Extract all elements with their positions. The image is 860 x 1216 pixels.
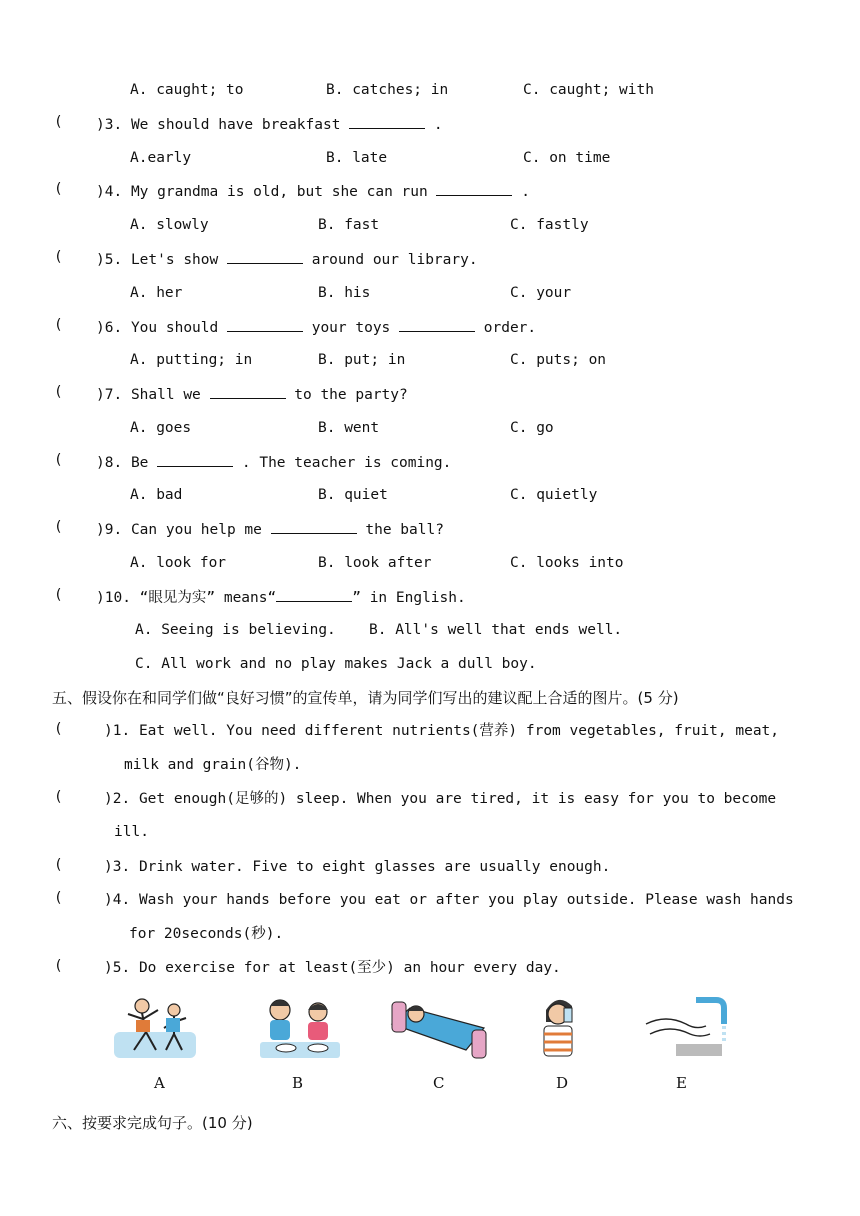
answer-blank[interactable] (227, 249, 303, 264)
q3-option-a: A.early (130, 150, 192, 166)
boy-sleeping-in-bed-icon (386, 994, 490, 1062)
picture-label-e: E (676, 1074, 687, 1092)
q9-option-a: A. look for (130, 555, 227, 571)
s5-item5: )5. Do exercise for at least(至少) an hour every day. (104, 960, 561, 976)
s5-item1-cont: milk and grain(谷物). (124, 757, 302, 773)
s5-item4-cont: for 20seconds(秒). (129, 926, 284, 942)
q3-option-b: B. late (326, 150, 388, 166)
s5-item5-paren: ( (54, 958, 63, 974)
q9-paren: ( (54, 519, 63, 535)
picture-label-b: B (292, 1074, 304, 1092)
q6-paren: ( (54, 317, 63, 333)
answer-blank[interactable] (157, 452, 233, 467)
q2-option-b: B. catches; in (326, 82, 449, 98)
q3-stem: )3. We should have breakfast . (96, 114, 443, 135)
q3-option-c: C. on time (523, 150, 611, 166)
q6-stem: )6. You should your toys order. (96, 317, 536, 338)
q5-option-a: A. her (130, 285, 183, 301)
girl-drinking-water-icon (532, 992, 588, 1062)
q6-option-a: A. putting; in (130, 352, 253, 368)
q4-paren: ( (54, 181, 63, 197)
q4-stem: )4. My grandma is old, but she can run . (96, 181, 530, 202)
q9-option-c: C. looks into (510, 555, 624, 571)
s5-item1-paren: ( (54, 721, 63, 737)
q7-option-c: C. go (510, 420, 554, 436)
answer-blank[interactable] (436, 181, 512, 196)
q10-option-b: B. All's well that ends well. (369, 622, 623, 638)
section6-heading: 六、按要求完成句子。(10 分) (52, 1114, 253, 1132)
q5-paren: ( (54, 249, 63, 265)
q8-option-b: B. quiet (318, 487, 388, 503)
q7-stem: )7. Shall we to the party? (96, 384, 408, 405)
q5-option-b: B. his (318, 285, 371, 301)
q4-option-b: B. fast (318, 217, 380, 233)
s5-item2-paren: ( (54, 789, 63, 805)
q3-paren: ( (54, 114, 63, 130)
answer-blank[interactable] (210, 384, 286, 399)
q4-option-a: A. slowly (130, 217, 209, 233)
q7-option-a: A. goes (130, 420, 192, 436)
s5-item4-paren: ( (54, 890, 63, 906)
q7-paren: ( (54, 384, 63, 400)
q10-option-c: C. All work and no play makes Jack a dull boy. (135, 656, 537, 672)
q8-paren: ( (54, 452, 63, 468)
q10-option-a: A. Seeing is believing. (135, 622, 336, 638)
q9-option-b: B. look after (318, 555, 432, 571)
picture-label-c: C (433, 1074, 445, 1092)
answer-blank[interactable] (276, 587, 352, 602)
children-exercising-icon (112, 992, 198, 1062)
children-eating-icon (256, 994, 344, 1062)
picture-label-a: A (154, 1074, 165, 1092)
section5-heading: 五、假设你在和同学们做“良好习惯”的宣传单，请为同学们写出的建议配上合适的图片。(5 分) (52, 689, 679, 707)
q2-option-a: A. caught; to (130, 82, 244, 98)
q10-paren: ( (54, 587, 63, 603)
q4-option-c: C. fastly (510, 217, 589, 233)
q6-option-c: C. puts; on (510, 352, 607, 368)
q10-stem: )10. “眼见为实” means“ ” in English. (96, 587, 466, 608)
answer-blank[interactable] (271, 519, 357, 534)
q2-option-c: C. caught; with (523, 82, 654, 98)
answer-blank[interactable] (349, 114, 425, 129)
q6-option-b: B. put; in (318, 352, 406, 368)
q8-option-a: A. bad (130, 487, 183, 503)
answer-blank[interactable] (227, 317, 303, 332)
s5-item2-cont: ill. (114, 824, 149, 840)
s5-item2: )2. Get enough(足够的) sleep. When you are tired, it is easy for you to become (104, 791, 777, 807)
s5-item3: )3. Drink water. Five to eight glasses are usually enough. (104, 859, 611, 875)
picture-label-d: D (556, 1074, 569, 1092)
q8-stem: )8. Be . The teacher is coming. (96, 452, 451, 473)
s5-item3-paren: ( (54, 857, 63, 873)
q5-stem: )5. Let's show around our library. (96, 249, 478, 270)
hands-washing-icon (636, 994, 728, 1060)
s5-item4: )4. Wash your hands before you eat or after you play outside. Please wash hands (104, 892, 794, 908)
q7-option-b: B. went (318, 420, 380, 436)
q8-option-c: C. quietly (510, 487, 598, 503)
answer-blank[interactable] (399, 317, 475, 332)
s5-item1: )1. Eat well. You need different nutrients(营养) from vegetables, fruit, meat, (104, 723, 780, 739)
q5-option-c: C. your (510, 285, 572, 301)
q9-stem: )9. Can you help me the ball? (96, 519, 444, 540)
